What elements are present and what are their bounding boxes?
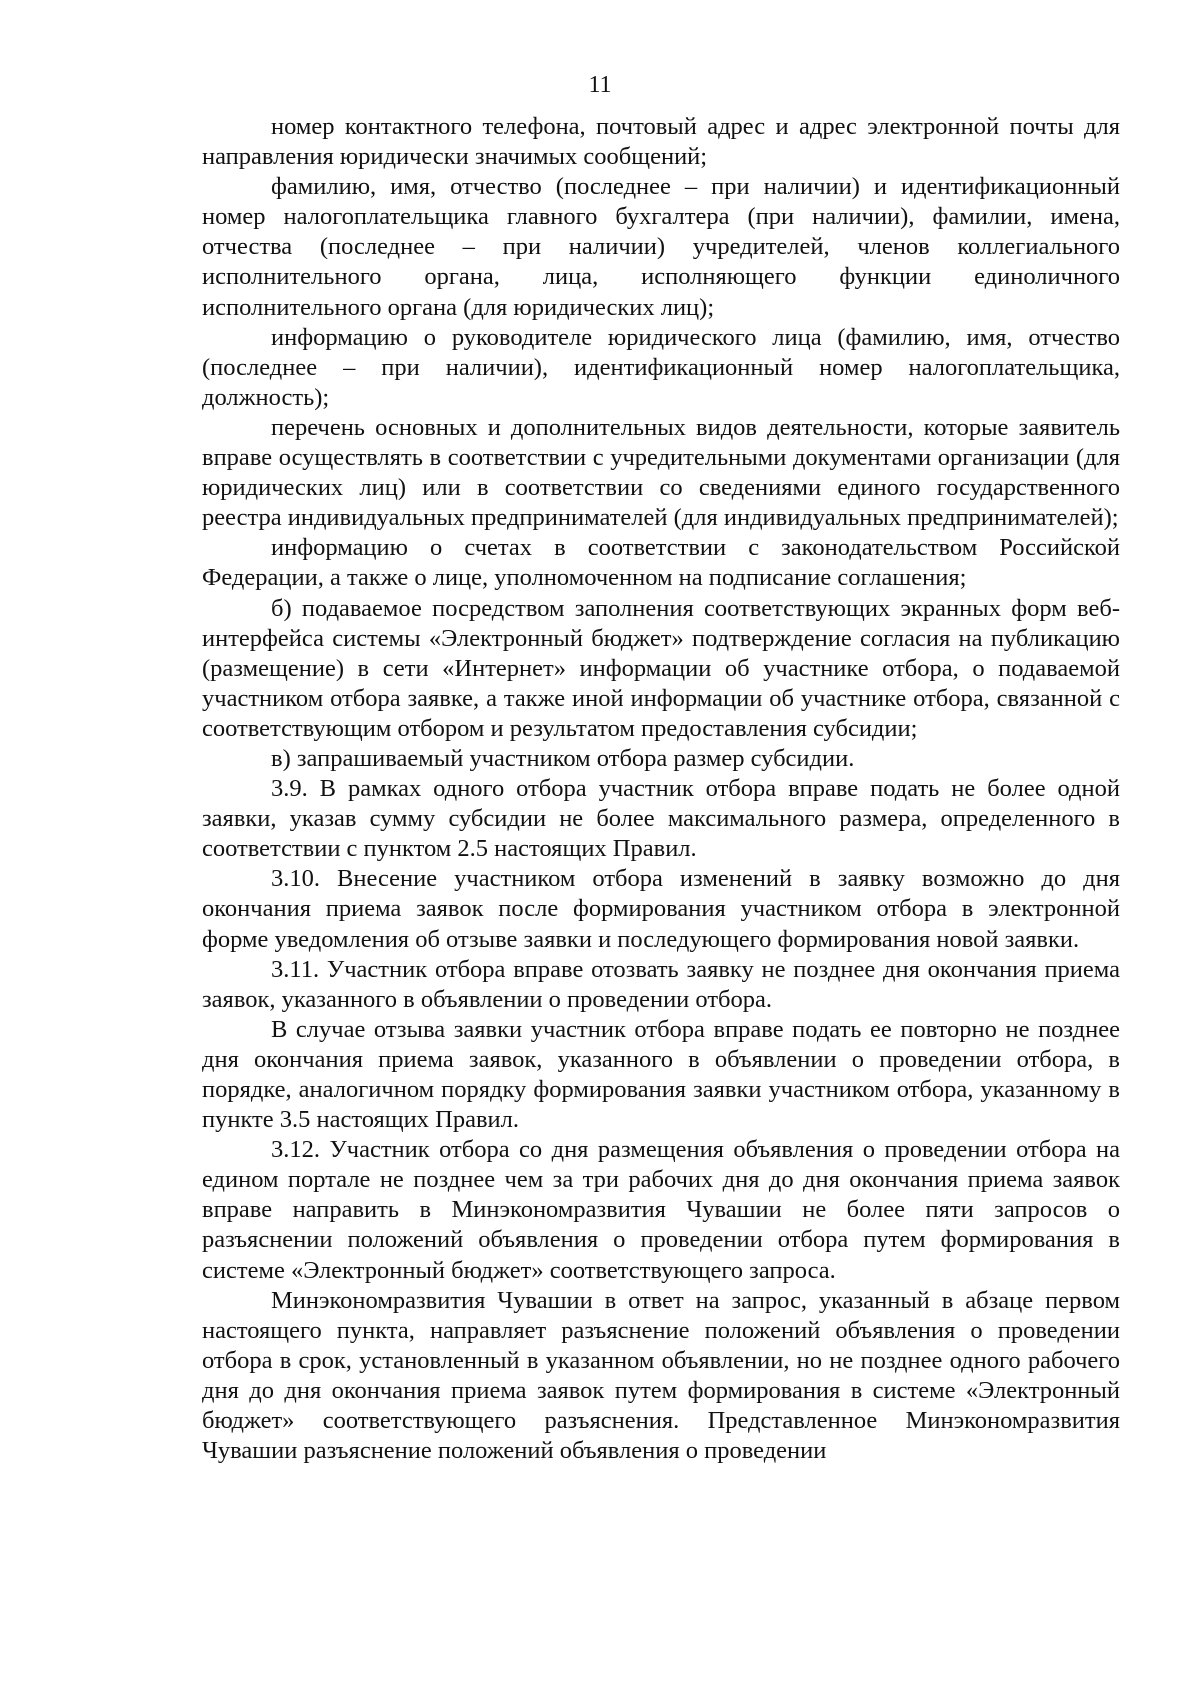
paragraph-subsidy-amount: в) запрашиваемый участником отбора размер субсидии. (271, 744, 855, 772)
paragraph-3-12: 3.12. Участник отбора со дня размещения объявления о проведении отбора на едином портале не позднее чем за три рабочих дня до дня окончания приема заявок вправе направить в Минэкономразвития Чувашии не более пяти запросов о разъяснении положений объявления о проведении отбора путем формирования в системе «Электронный бюджет» соответствующего запроса. (202, 1136, 1120, 1284)
paragraph-resubmission: В случае отзыва заявки участник отбора вправе подать ее повторно не позднее дня окончания приема заявок, указанного в объявлении о проведении отбора, в порядке, аналогичном порядку формирования заявки участником отбора, указанному в пункте 3.5 настоящих Правил. (202, 1015, 1120, 1134)
paragraph-director-info: информацию о руководителе юридического лица (фамилию, имя, отчество (последнее – при наличии), идентификационный номер налогоплательщика, должность); (202, 323, 1120, 411)
page-number: 11 (588, 72, 612, 98)
document-body (202, 112, 1120, 1466)
paragraph-3-10: 3.10. Внесение участником отбора изменений в заявку возможно до дня окончания приема заявок после формирования участником отбора в электронной форме уведомления об отзыве заявки и последующего формирования новой заявки. (202, 865, 1120, 953)
paragraph-founders-info: фамилию, имя, отчество (последнее – при наличии) и идентификационный номер налогоплательщика главного бухгалтера (при наличии), фамилии, имена, отчества (последнее – при наличии) учредителей, членов коллегиального исполнительного органа, лица, исполняющего функции единоличного исполнительного органа (для юридических лиц); (202, 173, 1120, 321)
paragraph-accounts-info: информацию о счетах в соответствии с законодательством Российской Федерации, а также о лице, уполномоченном на подписание соглашения; (202, 534, 1120, 592)
paragraph-clarification: Минэкономразвития Чувашии в ответ на запрос, указанный в абзаце первом настоящего пункта, направляет разъяснение положений объявления о проведении отбора в срок, установленный в указанном объявлении, но не позднее одного рабочего дня до дня окончания приема заявок путем формирования в системе «Электронный бюджет» соответствующего разъяснения. Представленное Минэкономразвития Чувашии разъяснение положений объявления о проведении (202, 1286, 1120, 1465)
paragraph-3-9: 3.9. В рамках одного отбора участник отбора вправе подать не более одной заявки, указав сумму субсидии не более максимального размера, определенного в соответствии с пунктом 2.5 настоящих Правил. (202, 775, 1120, 863)
paragraph-consent-publication: б) подаваемое посредством заполнения соответствующих экранных форм веб-интерфейса системы «Электронный бюджет» подтверждение согласия на публикацию (размещение) в сети «Интернет» информации об участнике отбора, о подаваемой участником отбора заявке, а также иной информации об участнике отбора, связанной с соответствующим отбором и результатом предоставления субсидии; (202, 594, 1120, 742)
paragraph-activities-list: перечень основных и дополнительных видов деятельности, которые заявитель вправе осуществлять в соответствии с учредительными документами организации (для юридических лиц) или в соответствии со сведениями единого государственного реестра индивидуальных предпринимателей (для индивидуальных предпринимателей); (202, 413, 1120, 532)
paragraph-3-11: 3.11. Участник отбора вправе отозвать заявку не позднее дня окончания приема заявок, указанного в объявлении о проведении отбора. (202, 955, 1120, 1013)
paragraph-contact-info: номер контактного телефона, почтовый адрес и адрес электронной почты для направления юридически значимых сообщений; (202, 113, 1120, 171)
